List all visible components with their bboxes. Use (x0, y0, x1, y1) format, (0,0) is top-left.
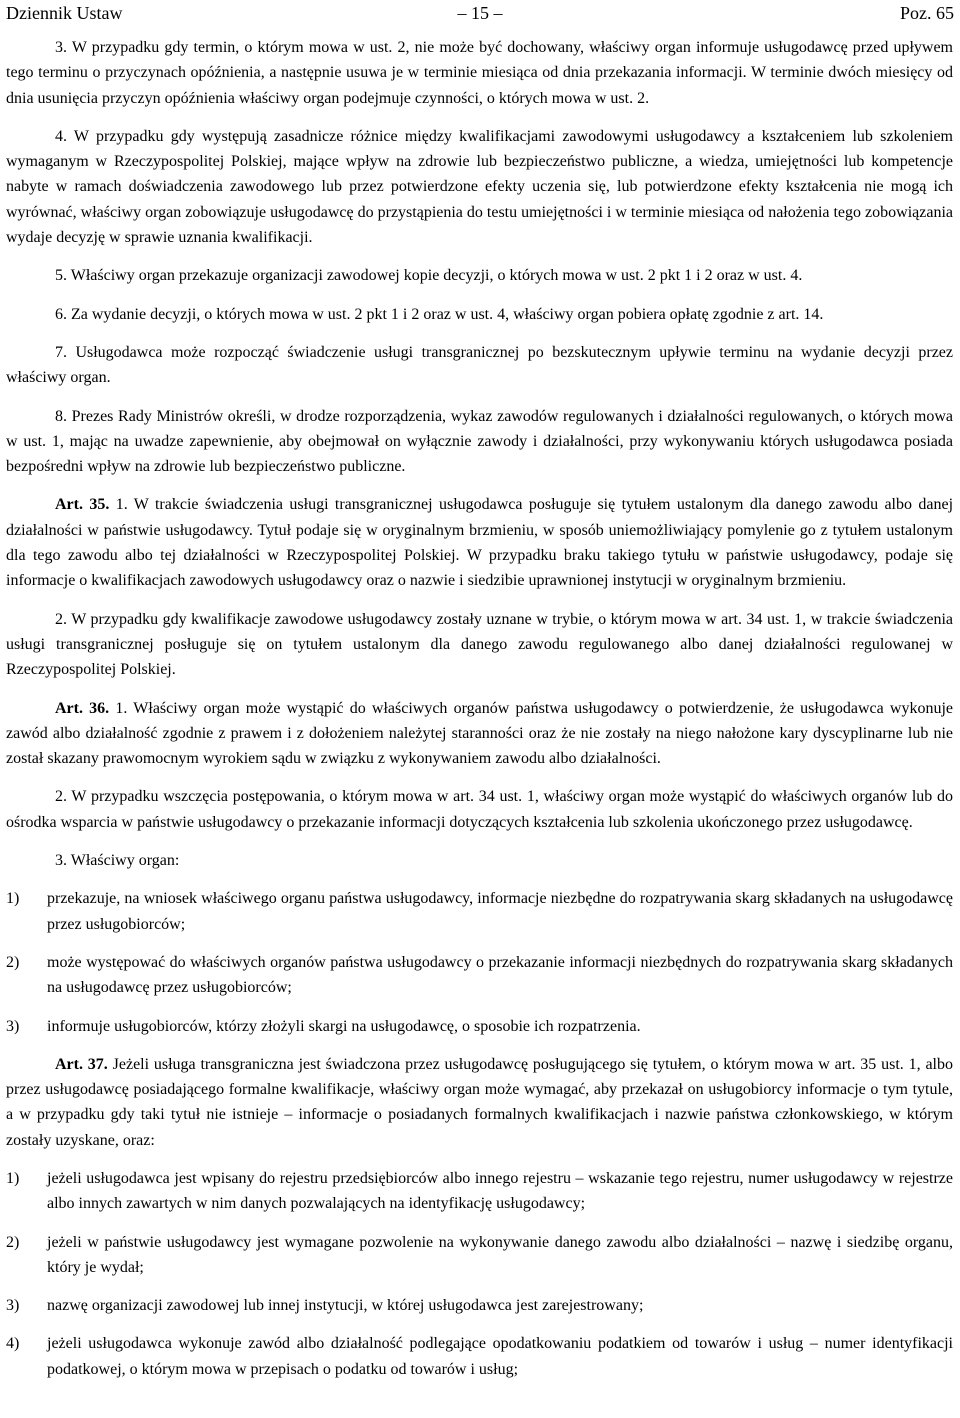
list-item (6, 1014, 953, 1039)
article-35-text-1: 1. W trakcie świadczenia usługi transgranicznej usługodawca posługuje się tytułem ustalonym dla danego zawodu albo danej działalności w państwie usługodawcy. Tytuł podaje się w oryginalnym brzmieniu, w sposób uniemożliwiający pomylenie go z tytułem ustalonym dla tego zawodu albo tej działalności w Rzeczypospolitej Polskiej. W przypadku braku takiego tytułu w państwie usługodawcy, podaje się informacje o kwalifikacjach zawodowych usługodawcy oraz o nazwie i siedzibie uprawnionej instytucji w oryginalnym brzmieniu. (6, 496, 954, 590)
article-37-text: Jeżeli usługa transgraniczna jest świadczona przez usługodawcę posługującego się tytułem, o którym mowa w art. 35 ust. 1, albo przez usługodawcę posiadającego formalne kwalifikacje, właściwy organ może wymagać, aby przekazał on usługobiorcy informacje o tym tytule, a w przypadku gdy taki tytuł nie istnieje – informacje o posiadanych formalnych kwalifikacjach i nazwie państwa członkowskiego, w którym zostały uzyskane, oraz: (6, 1055, 953, 1149)
article-35-paragraph-2: 2. W przypadku gdy kwalifikacje zawodowe usługodawcy zostały uznane w trybie, o którym mowa w art. 34 ust. 1, w trakcie świadczenia usługi transgranicznej posługuje się on tytułem ustalonym dla danego zawodu regulowanego albo danej działalności regulowanej w Rzeczypospolitej Polskiej. (6, 610, 953, 679)
list-item-number: 4) (6, 1335, 20, 1353)
list-item-text: przekazuje, na wniosek właściwego organu państwa usługodawcy, informacje niezbędne do rozpatrywania skarg składanych na usługodawcę przez usługobiorców; (47, 890, 953, 933)
article-35-paragraph-1 (6, 492, 953, 593)
paragraph-ust-3: 3. W przypadku gdy termin, o którym mowa w ust. 2, nie może być dochowany, właściwy organ informuje usługodawcę przed upływem tego terminu o przyczynach opóźnienia, a następnie usuwa je w terminie miesiąca od dnia przekazania informacji. W terminie dwóch miesięcy od dnia usunięcia przyczyn opóźnienia właściwy organ podejmuje czynności, o których mowa w ust. 2. (6, 39, 953, 107)
list-item-number: 2) (6, 953, 20, 971)
list-item-number: 3) (6, 1297, 20, 1315)
page-header (6, 0, 954, 26)
list-item-text: jeżeli usługodawca wykonuje zawód albo działalność podlegające opodatkowaniu podatkiem od towarów i usług – numer identyfikacji podatkowej, o którym mowa w przepisach o podatku od towarów i usług; (47, 1335, 953, 1378)
list-item (6, 1230, 953, 1281)
list-item (6, 886, 953, 937)
paragraph-ust-4: 4. W przypadku gdy występują zasadnicze różnice między kwalifikacjami zawodowymi usługodawcy a kształceniem lub szkoleniem wymaganym w Rzeczypospolitej Polskiej, mające wpływ na zdrowie lub bezpieczeństwo publiczne, a wiedza, umiejętności lub kompetencje nabyte w ramach doświadczenia zawodowego lub przez potwierdzone efekty uczenia się, lub potwierdzone efekty kształcenia nie mogą ich wyrównać, właściwy organ zobowiązuje usługodawcę do przystąpienia do testu umiejętności i w terminie miesiąca od nałożenia tego zobowiązania wydaje decyzję w sprawie uznania kwalifikacji. (6, 127, 953, 247)
document-body (6, 35, 953, 1395)
list-item-number: 1) (6, 890, 20, 908)
article-36-paragraph-3: 3. Właściwy organ: (55, 852, 180, 870)
list-item-text: nazwę organizacji zawodowej lub innej instytucji, w której usługodawca jest zarejestrowany; (47, 1297, 644, 1315)
list-item (6, 1166, 953, 1217)
article-36-label: Art. 36. (55, 699, 110, 717)
list-item (6, 1293, 953, 1318)
list-item-text: informuje usługobiorców, którzy złożyli skargi na usługodawcę, o sposobie ich rozpatrzenia. (47, 1017, 641, 1035)
article-37-paragraph (6, 1052, 953, 1153)
list-item (6, 950, 953, 1001)
article-36-paragraph-2: 2. W przypadku wszczęcia postępowania, o którym mowa w art. 34 ust. 1, właściwy organ może wystąpić do właściwych organów lub do ośrodka wsparcia w państwie usługodawcy o przekazanie informacji dotyczących kształcenia lub szkolenia ukończonego przez usługodawcę. (6, 788, 953, 831)
position-number: Poz. 65 (900, 3, 954, 23)
article-36-paragraph-1 (6, 696, 953, 772)
article-36-text-1: 1. Właściwy organ może wystąpić do właściwych organów państwa usługodawcy o potwierdzenie, że usługodawca wykonuje zawód albo działalność zgodnie z prawem i z dołożeniem należytej staranności oraz że nie zostały na niego nałożone kary dyscyplinarne lub nie został skazany prawomocnym wyrokiem sądu w związku z wykonywaniem zawodu albo działalności. (6, 699, 954, 768)
journal-title: Dziennik Ustaw (6, 3, 123, 23)
article-35-label: Art. 35. (55, 496, 110, 514)
paragraph-ust-6: 6. Za wydanie decyzji, o których mowa w ust. 2 pkt 1 i 2 oraz w ust. 4, właściwy organ pobiera opłatę zgodnie z art. 14. (55, 305, 824, 323)
article-37-label: Art. 37. (55, 1055, 108, 1073)
list-item-text: jeżeli usługodawca jest wpisany do rejestru przedsiębiorców albo innego rejestru – wskazanie tego rejestru, numer usługodawcy w rejestrze albo innych zawartych w nim danych pozwalających na identyfikację usługodawcy; (47, 1169, 953, 1213)
list-item-number: 1) (6, 1169, 20, 1187)
list-item (6, 1331, 953, 1382)
list-item-text: może występować do właściwych organów państwa usługodawcy o przekazanie informacji niezbędnych do rozpatrywania skarg składanych na usługodawcę przez usługobiorców; (47, 953, 953, 997)
list-item-text: jeżeli w państwie usługodawcy jest wymagane pozwolenie na wykonywanie danego zawodu albo działalności – nazwę i siedzibę organu, który je wydał; (47, 1233, 953, 1276)
paragraph-ust-7: 7. Usługodawca może rozpocząć świadczenie usługi transgranicznej po bezskutecznym upływie terminu na wydanie decyzji przez właściwy organ. (6, 343, 953, 387)
paragraph-ust-5: 5. Właściwy organ przekazuje organizacji zawodowej kopie decyzji, o których mowa w ust. 2 pkt 1 i 2 oraz w ust. 4. (55, 267, 803, 285)
list-item-number: 3) (6, 1017, 20, 1035)
page-number: – 15 – (457, 3, 503, 23)
list-item-number: 2) (6, 1233, 20, 1251)
paragraph-ust-8: 8. Prezes Rady Ministrów określi, w drodze rozporządzenia, wykaz zawodów regulowanych i działalności regulowanych, o których mowa w ust. 1, mając na uwadze zapewnienie, aby obejmował on wyłącznie zawody i działalności, przy wykonywaniu których usługodawca posiada bezpośredni wpływ na zdrowie lub bezpieczeństwo publiczne. (6, 407, 953, 476)
